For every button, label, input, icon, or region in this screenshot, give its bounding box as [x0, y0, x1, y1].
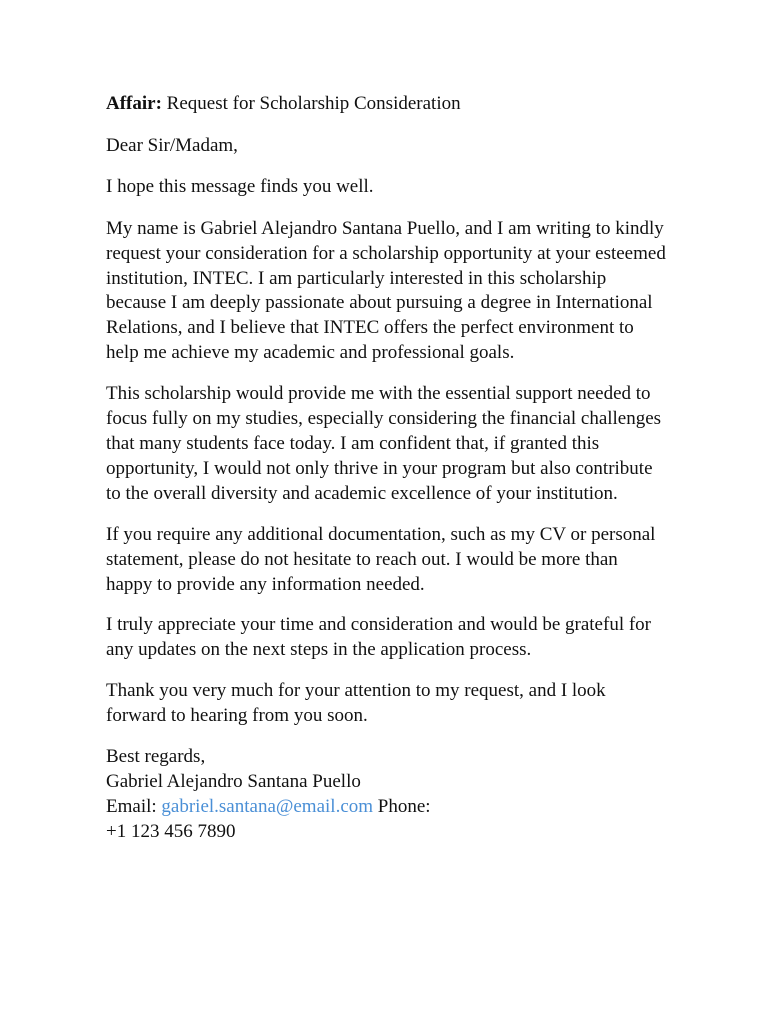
closing: Best regards, — [106, 746, 206, 768]
greeting-line: I hope this message finds you well. — [106, 175, 374, 197]
body-paragraph-intro: My name is Gabriel Alejandro Santana Puello, and I am writing to kindly request your consideration for a scholarship opportunity at your esteemed institution, INTEC. I am particularly interested in this scholarship because I am deeply passionate about pursuing a degree in International Relations, and I believe that INTEC offers the perfect environment to help me achieve my academic and professional goals. — [106, 217, 666, 364]
signature-block — [106, 745, 666, 845]
salutation: Dear Sir/Madam, — [106, 134, 238, 156]
contact-line — [106, 795, 666, 820]
subject-text: Request for Scholarship Consideration — [166, 93, 461, 114]
body-paragraph-appreciation: I truly appreciate your time and consideration and would be grateful for any updates on the next steps in the application process. — [106, 614, 651, 661]
body-paragraph-thanks: Thank you very much for your attention to my request, and I look forward to hearing from you soon. — [106, 680, 606, 727]
phone-label: Phone: — [377, 795, 431, 817]
body-paragraph-support: This scholarship would provide me with the essential support needed to focus fully on my studies, especially considering the financial challenges that many students face today. I am confident that, if granted this opportunity, I would not only thrive in your program but also contribute to the overall diversity and academic excellence of your institution. — [106, 383, 662, 504]
email-label: Email: — [106, 795, 157, 817]
letter-document — [106, 92, 666, 845]
body-paragraph-documentation: If you require any additional documentation, such as my CV or personal statement, please do not hesitate to reach out. I would be more than happy to provide any information needed. — [106, 523, 656, 595]
sender-name: Gabriel Alejandro Santana Puello — [106, 770, 361, 792]
subject-line — [106, 92, 666, 117]
email-link[interactable]: gabriel.santana@email.com — [161, 795, 374, 817]
phone-number: +1 123 456 7890 — [106, 820, 236, 842]
subject-label: Affair: — [106, 93, 162, 114]
